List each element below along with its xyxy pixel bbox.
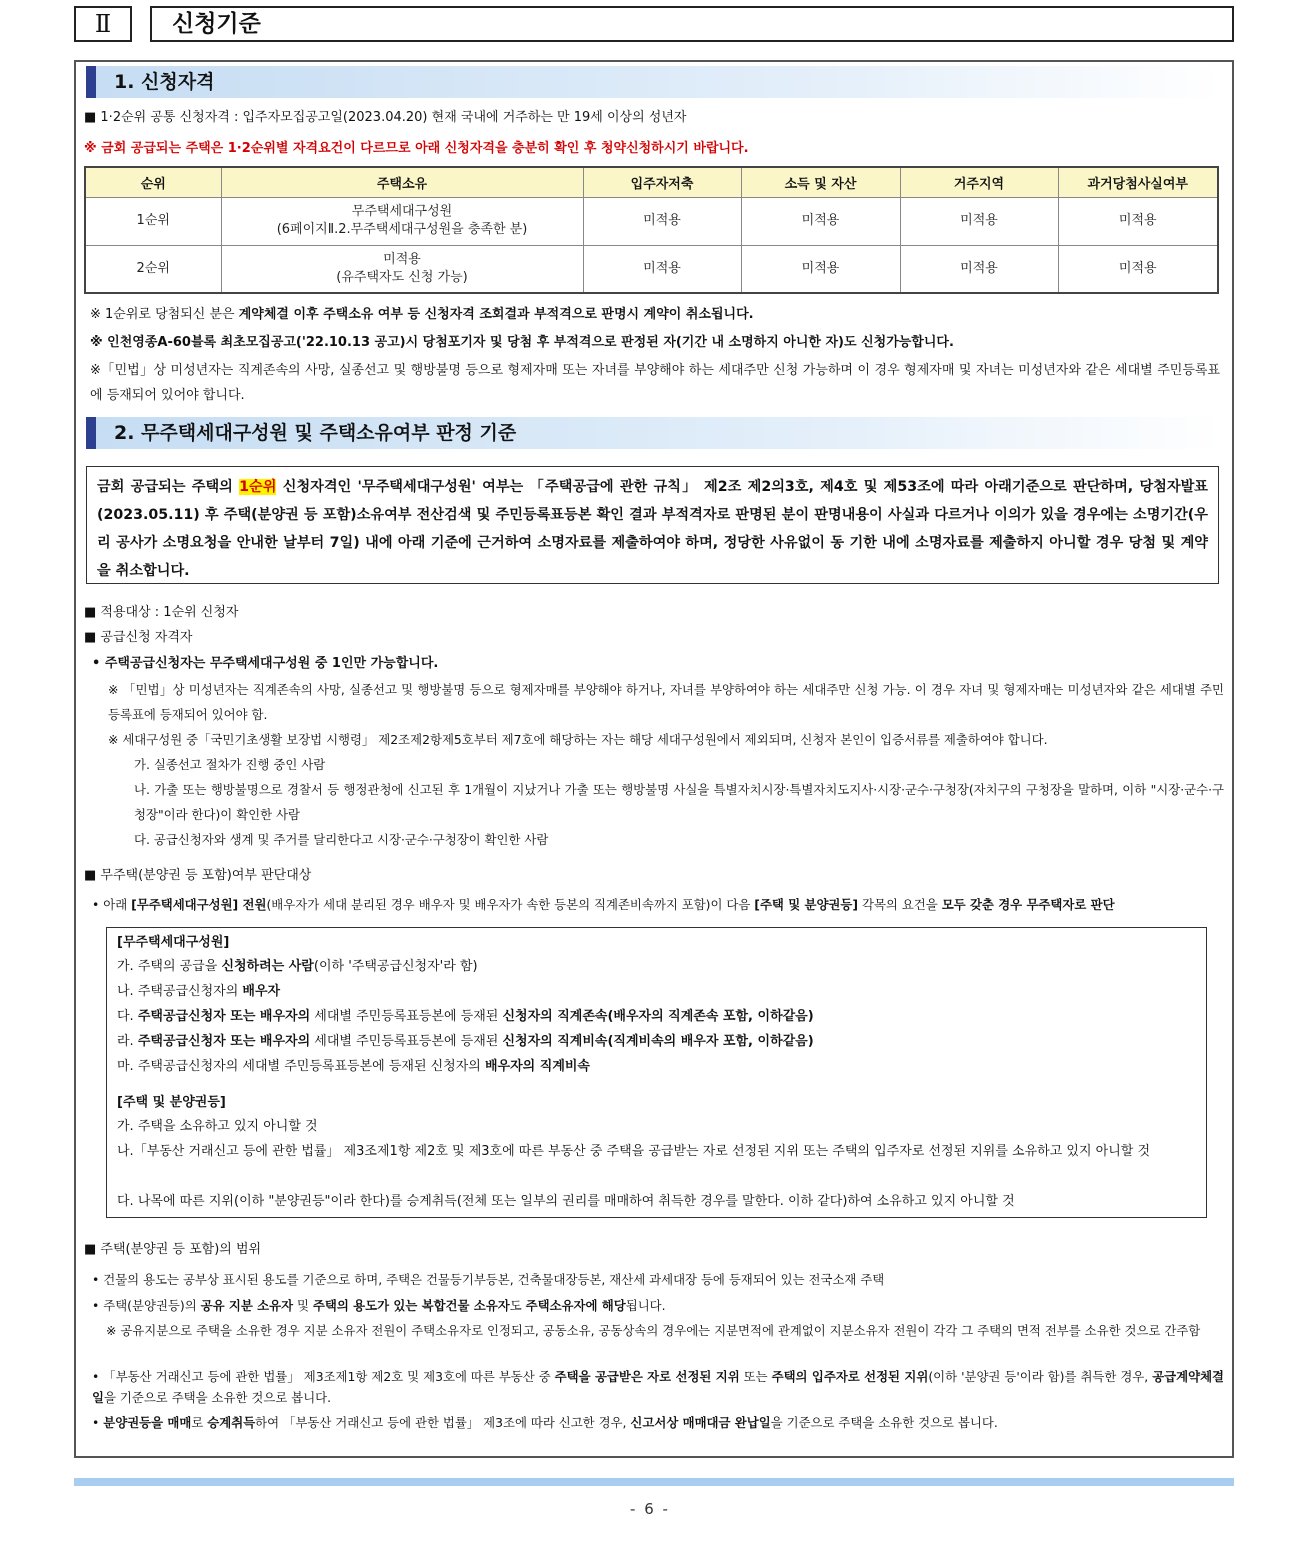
- highlight-first-rank: 1순위: [239, 479, 277, 495]
- table-header: 입주자저축: [583, 167, 741, 197]
- table-cell: 미적용: [583, 245, 741, 293]
- scope-presale-right: • 「부동산 거래신고 등에 관한 법률」 제3조제1항 제2호 및 제3호에 따른 부동산 중 주택을 공급받은 자로 선정된 지위 또는 주택의 입주자로 선정된 지위(이하 '분양권 등'이라 함)를 취득한 경우, 공급계약체결일을 기준으로 주택을 소유한 것으로 봅니다.: [92, 1369, 1225, 1405]
- section-2-heading: 2. 무주택세대구성원 및 주택소유여부 판정 기준: [86, 417, 1222, 449]
- table-cell: 미적용: [900, 245, 1058, 293]
- table-cell: 미적용: [1058, 197, 1218, 245]
- member-ma: 마. 주택공급신청자의 세대별 주민등록표등본에 등재된 신청자의 배우자의 직계비속: [117, 1059, 590, 1074]
- table-cell: 미적용: [900, 197, 1058, 245]
- qualified-heading: ■ 공급신청 자격자: [84, 630, 193, 645]
- table-cell: 미적용: [741, 197, 900, 245]
- footer-bar: [74, 1478, 1234, 1486]
- table-cell: 2순위: [85, 245, 221, 293]
- note-reapply: ※ 인천영종A-60블록 최초모집공고('22.10.13 공고)시 당첨포기자 및 당첨 후 부적격으로 판정된 자(기간 내 소명하지 아니한 자)도 신청가능합니다.: [90, 335, 954, 350]
- box-heading-housing: [주택 및 분양권등]: [117, 1095, 226, 1110]
- table-header-row: [85, 167, 1218, 197]
- chapter-title: 신청기준: [150, 6, 1234, 42]
- cell-line: 무주택세대구성원: [351, 204, 453, 219]
- exclusion-note: ※ 세대구성원 중「국민기초생활 보장법 시행령」 제2조제2항제5호부터 제7호에 해당하는 자는 해당 세대구성원에서 제외되며, 신청자 본인이 입증서류를 제출하여야 합니다.: [108, 732, 1048, 747]
- housing-na: 나.「부동산 거래신고 등에 관한 법률」 제3조제1항 제2호 및 제3호에 따른 부동산 중 주택을 공급받는 자로 선정된 지위 또는 주택의 입주자로 선정된 지위를 소유하고 있지 아니할 것: [117, 1144, 1151, 1159]
- table-cell: [221, 245, 583, 293]
- scope-co-owner: • 주택(분양권등)의 공유 지분 소유자 및 주택의 용도가 있는 복합건물 소유자도 주택소유자에 해당됩니다.: [92, 1298, 666, 1313]
- housing-da: 다. 나목에 따른 지위(이하 "분양권등"이라 한다)를 승계취득(전체 또는 일부의 권리를 매매하여 취득한 경우를 말한다. 이하 같다)하여 소유하고 있지 아니할 것: [117, 1194, 1015, 1209]
- table-cell: 미적용: [583, 197, 741, 245]
- qualification-table: [84, 166, 1219, 294]
- table-header: 과거당첨사실여부: [1058, 167, 1218, 197]
- minor-note: ※ 「민법」상 미성년자는 직계존속의 사망, 실종선고 및 행방불명 등으로 형제자매를 부양해야 하거나, 자녀를 부양하여야 하는 세대주만 신청 가능. 이 경우 자녀 및 형제자매는 미성년자와 같은 세대별 주민등록표에 등재되어 있어야 함.: [108, 682, 1224, 722]
- qualification-warning: ※ 금회 공급되는 주택은 1·2순위별 자격요건이 다르므로 아래 신청자격을 충분히 확인 후 청약신청하시기 바랍니다.: [84, 141, 749, 156]
- table-cell: 미적용: [741, 245, 900, 293]
- cell-line: 미적용: [383, 251, 421, 267]
- exclusion-da: 다. 공급신청자와 생계 및 주거를 달리한다고 시장·군수·구청장이 확인한 사람: [134, 832, 549, 847]
- member-ga: 가. 주택의 공급을 신청하려는 사람(이하 '주택공급신청자'라 함): [117, 959, 478, 974]
- section-1-heading: 1. 신청자격: [86, 66, 1222, 98]
- exclusion-ga: 가. 실종선고 절차가 진행 중인 사람: [134, 757, 326, 772]
- chapter-number: Ⅱ: [74, 6, 132, 42]
- table-cell: 1순위: [85, 197, 221, 245]
- table-row: [85, 245, 1218, 293]
- box-heading-members: [무주택세대구성원]: [117, 935, 230, 950]
- cell-line: (유주택자도 신청 가능): [336, 269, 468, 285]
- table-row: [85, 197, 1218, 245]
- note-first-rank: ※ 1순위로 당첨되신 분은 계약체결 이후 주택소유 여부 등 신청자격 조회결과 부적격으로 판명시 계약이 취소됩니다.: [90, 307, 754, 322]
- judge-line: • 아래 [무주택세대구성원] 전원(배우자가 세대 분리된 경우 배우자 및 배우자가 속한 등본의 직계존비속까지 포함)이 다음 [주택 및 분양권등] 각목의 요건을 모두 갖춘 경우 무주택자로 판단: [92, 897, 1115, 912]
- housing-ga: 가. 주택을 소유하고 있지 아니할 것: [117, 1119, 318, 1134]
- note-minor: ※「민법」상 미성년자는 직계존속의 사망, 실종선고 및 행방불명 등으로 형제자매 또는 자녀를 부양해야 하는 세대주만 신청 가능하며 이 경우 형제자매 및 자녀는 미성년자와 같은 세대별 주민등록표에 등재되어 있어야 합니다.: [90, 363, 1220, 403]
- cell-line: (6페이지Ⅱ.2.무주택세대구성원을 충족한 분): [276, 222, 528, 237]
- criteria-box: 금회 공급되는 주택의 1순위 신청자격인 '무주택세대구성원' 여부는 「주택공급에 관한 규칙」 제2조 제2의3호, 제4호 및 제53조에 따라 아래기준으로 판단하며, 당첨자발표(2023.05.11) 후 주택(분양권 등 포함)소유여부 전산검색 및 주민등록표등본 확인 결과 부적격자로 판명된 분이 판명내용이 사실과 다르거나 이의가 있을 경우에는 소명기간(우리 공사가 소명요청을 안내한 날부터 7일) 내에 아래 기준에 근거하여 소명자료를 제출하여야 하며, 정당한 사유없이 동 기한 내에 소명자료를 제출하지 아니할 경우 당첨 및 계약을 취소합니다.: [86, 466, 1219, 584]
- table-cell: 미적용: [1058, 245, 1218, 293]
- one-applicant-rule: • 주택공급신청자는 무주택세대구성원 중 1인만 가능합니다.: [92, 656, 439, 671]
- page-number: - 6 -: [630, 1500, 670, 1518]
- table-header: 순위: [85, 167, 221, 197]
- scope-succession: • 분양권등을 매매로 승계취득하여 「부동산 거래신고 등에 관한 법률」 제3조에 따라 신고한 경우, 신고서상 매매대금 완납일을 기준으로 주택을 소유한 것으로 봅니다.: [92, 1415, 998, 1430]
- table-header: 소득 및 자산: [741, 167, 900, 197]
- target-line: ■ 적용대상 : 1순위 신청자: [84, 605, 239, 620]
- member-da: 다. 주택공급신청자 또는 배우자의 세대별 주민등록표등본에 등재된 신청자의 직계존속(배우자의 직계존속 포함, 이하같음): [117, 1009, 814, 1024]
- judge-heading: ■ 무주택(분양권 등 포함)여부 판단대상: [84, 868, 312, 883]
- table-cell: [221, 197, 583, 245]
- table-header: 거주지역: [900, 167, 1058, 197]
- chapter-header: [74, 6, 1234, 42]
- table-header: 주택소유: [221, 167, 583, 197]
- member-na: 나. 주택공급신청자의 배우자: [117, 984, 281, 999]
- scope-building-use: • 건물의 용도는 공부상 표시된 용도를 기준으로 하며, 주택은 건물등기부등본, 건축물대장등본, 재산세 과세대장 등에 등재되어 있는 전국소재 주택: [92, 1272, 885, 1287]
- scope-heading: ■ 주택(분양권 등 포함)의 범위: [84, 1242, 262, 1257]
- common-qualification: ■ 1·2순위 공통 신청자격 : 입주자모집공고일(2023.04.20) 현재 국내에 거주하는 만 19세 이상의 성년자: [84, 110, 687, 125]
- scope-co-owner-note: ※ 공유지분으로 주택을 소유한 경우 지분 소유자 전원이 주택소유자로 인정되고, 공동소유, 공동상속의 경우에는 지분면적에 관계없이 지분소유자 전원이 각각 그 주택의 면적 전부를 소유한 것으로 간주함: [106, 1323, 1201, 1338]
- member-criteria-box: [106, 927, 1207, 1218]
- exclusion-na: 나. 가출 또는 행방불명으로 경찰서 등 행정관청에 신고된 후 1개월이 지났거나 가출 또는 행방불명 사실을 특별자치시장·특별자치도지사·시장·군수·구청장(자치구의 구청장을 말하며, 이하 "시장·군수·구청장"이라 한다)이 확인한 사람: [134, 782, 1224, 822]
- member-ra: 라. 주택공급신청자 또는 배우자의 세대별 주민등록표등본에 등재된 신청자의 직계비속(직계비속의 배우자 포함, 이하같음): [117, 1034, 814, 1049]
